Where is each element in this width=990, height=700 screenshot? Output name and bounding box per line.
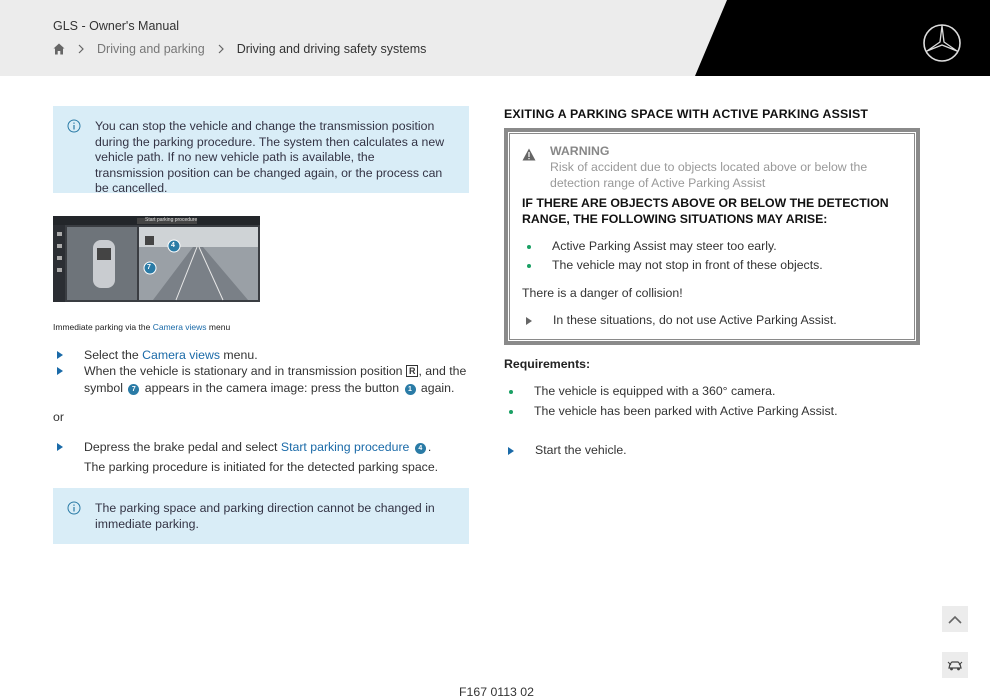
symbol-7-badge: 7	[128, 384, 139, 395]
manual-title: GLS - Owner's Manual	[53, 19, 180, 33]
section-title: EXITING A PARKING SPACE WITH ACTIVE PARKING ASSIST	[504, 107, 869, 121]
bullet-icon	[527, 245, 531, 249]
warning-heading: WARNING	[550, 144, 610, 158]
procedure-4-badge: 4	[415, 443, 426, 454]
button-1-badge: 1	[405, 384, 416, 395]
caption-camera-views-link[interactable]: Camera views	[152, 322, 207, 332]
step-depress-brake: Depress the brake pedal and select Start parking procedure 4 .	[84, 440, 432, 454]
step-start-vehicle: Start the vehicle.	[535, 443, 627, 457]
breadcrumb-current: Driving and driving safety systems	[236, 42, 427, 56]
warning-bullet: Active Parking Assist may steer too early.	[552, 239, 777, 253]
chevron-up-icon	[948, 615, 962, 624]
start-parking-procedure-link[interactable]: Start parking procedure	[280, 440, 410, 454]
requirements-label: Requirements:	[504, 357, 591, 371]
chevron-right-icon	[78, 44, 84, 54]
requirement-item: The vehicle has been parked with Active Parking Assist.	[534, 404, 838, 418]
step-arrow-icon	[57, 443, 63, 451]
thumbnail-label: Start parking procedure	[145, 217, 198, 223]
camera-views-link[interactable]: Camera views	[142, 348, 221, 362]
figure-code: F167 0113 02	[459, 685, 534, 699]
image-caption: Immediate parking via the Camera views menu	[53, 322, 231, 332]
or-separator: or	[53, 410, 64, 424]
breadcrumb-driving-and-parking[interactable]: Driving and parking	[97, 42, 205, 56]
vehicle-icon	[947, 659, 963, 671]
warning-triangle-icon	[522, 148, 536, 166]
thumbnail-badge-7: 7	[147, 264, 151, 271]
camera-view-image[interactable]	[53, 216, 260, 302]
action-arrow-icon	[526, 317, 532, 325]
transmission-r-key: R	[406, 365, 419, 377]
info-icon	[67, 119, 81, 138]
step-select-camera-views: Select the Camera views menu.	[84, 348, 258, 362]
scroll-to-top-button[interactable]	[942, 606, 968, 632]
breadcrumb	[53, 42, 426, 56]
vehicle-view-button[interactable]	[942, 652, 968, 678]
bullet-icon	[509, 390, 513, 394]
info-text: You can stop the vehicle and change the transmission position during the parking procedure. The system then calculates a new vehicle path. If no new vehicle path is available, the transmission position can be changed again, or the process can be cancelled.	[95, 119, 445, 196]
warning-bullet: The vehicle may not stop in front of these objects.	[552, 258, 823, 272]
info-box-change-transmission	[53, 106, 469, 196]
step-transmission-position: When the vehicle is stationary and in transmission position R , and the symbol 7 appears in the camera image: press the button 1 again.	[84, 364, 467, 395]
thumbnail-badge-4: 4	[171, 242, 175, 249]
danger-text: There is a danger of collision!	[522, 286, 683, 300]
bullet-icon	[527, 264, 531, 268]
mercedes-star-logo	[922, 23, 962, 68]
info-box-immediate-parking	[53, 488, 469, 544]
warning-situations-text: IF THERE ARE OBJECTS ABOVE OR BELOW THE DETECTION RANGE, THE FOLLOWING SITUATIONS MAY ARISE:	[522, 196, 889, 226]
warning-risk-text: Risk of accident due to objects located above or below the detection range of Active Parking Assist	[550, 160, 868, 190]
info-text: The parking space and parking direction cannot be changed in immediate parking.	[95, 501, 435, 531]
step-arrow-icon	[508, 447, 514, 455]
step-arrow-icon	[57, 367, 63, 375]
bullet-icon	[509, 410, 513, 414]
warning-action-text: In these situations, do not use Active Parking Assist.	[553, 313, 837, 327]
requirement-item: The vehicle is equipped with a 360° camera.	[534, 384, 776, 398]
chevron-right-icon	[218, 44, 224, 54]
step-arrow-icon	[57, 351, 63, 359]
home-icon[interactable]	[53, 43, 65, 55]
info-icon	[67, 501, 81, 520]
step-result-text: The parking procedure is initiated for the detected parking space.	[84, 460, 439, 474]
